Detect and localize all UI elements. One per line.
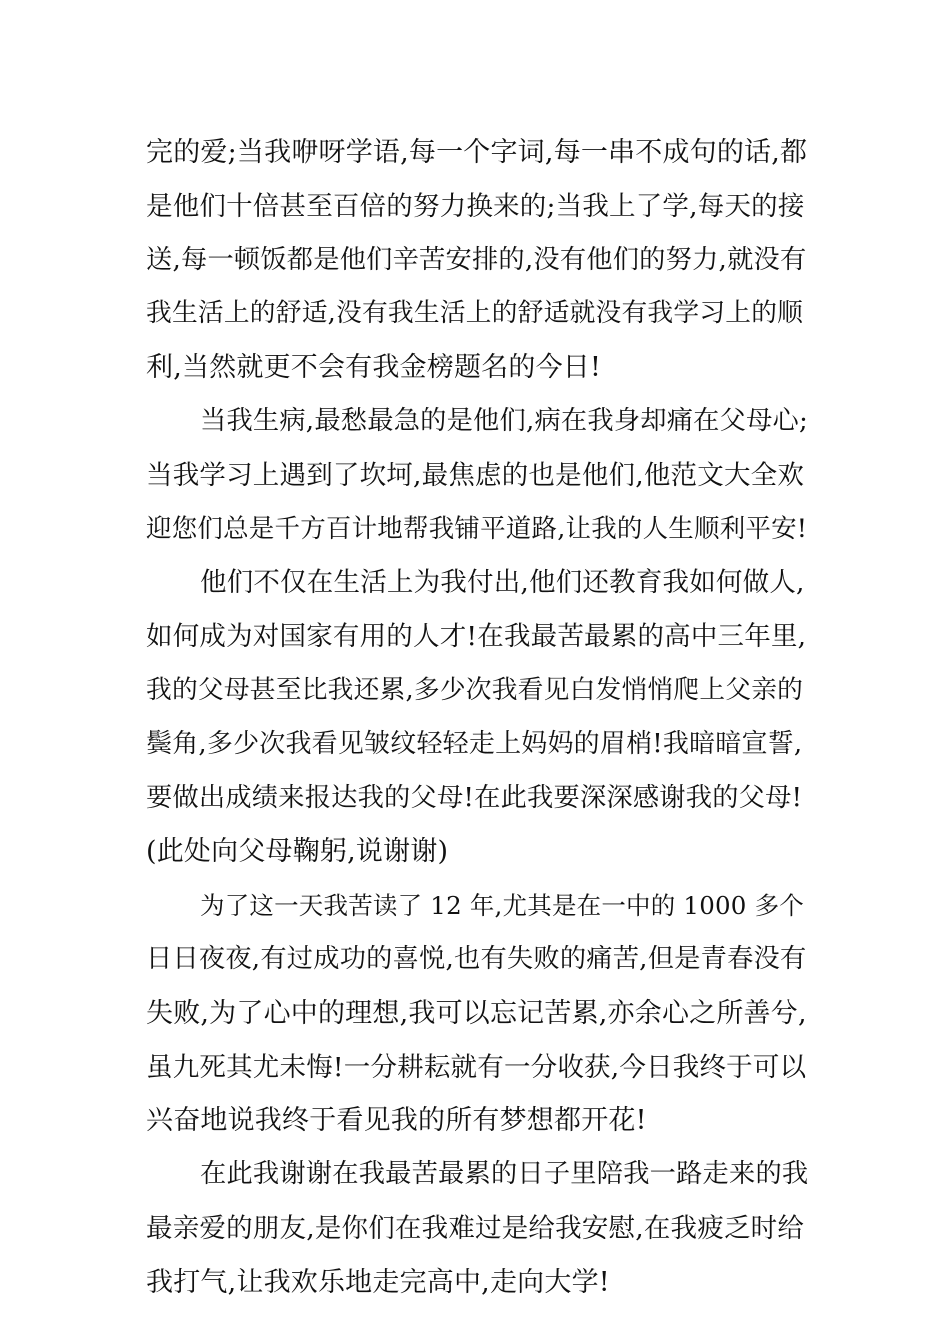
text-line: 要做出成绩来报达我的父母!在此我要深深感谢我的父母! [146,782,803,813]
text-line: 迎您们总是千方百计地帮我铺平道路,让我的人生顺利平安! [146,513,808,544]
paragraph-first-line: 在此我谢谢在我最苦最累的日子里陪我一路走来的我 [200,1159,809,1190]
text-line: 送,每一顿饭都是他们辛苦安排的,没有他们的努力,就没有 [146,244,807,275]
text-line: 兴奋地说我终于看见我的所有梦想都开花! [146,1105,647,1137]
text-line: 虽九死其尤未悔!一分耕耘就有一分收获,今日我终于可以 [146,1051,807,1083]
text-line: 鬓角,多少次我看见皱纹轻轻走上妈妈的眉梢!我暗暗宣誓, [146,728,803,759]
text-line: (此处向父母鞠躬,说谢谢) [146,836,449,868]
text-line: 我生活上的舒适,没有我生活上的舒适就没有我学习上的顺 [146,298,804,329]
text-line: 当我学习上遇到了坎坷,最焦虑的也是他们,他范文大全欢 [146,459,805,491]
body-text [146,126,808,1310]
text-line: 失败,为了心中的理想,我可以忘记苦累,亦余心之所善兮, [146,997,807,1029]
text-line: 我的父母甚至比我还累,多少次我看见白发悄悄爬上父亲的 [146,674,804,705]
text-line: 我打气,让我欢乐地走完高中,走向大学! [146,1266,610,1298]
text-line: 日日夜夜,有过成功的喜悦,也有失败的痛苦,但是青春没有 [146,943,807,974]
text-line: 完的爱;当我咿呀学语,每一个字词,每一串不成句的话,都 [146,137,808,168]
text-line: 是他们十倍甚至百倍的努力换来的;当我上了学,每天的接 [146,190,805,222]
paragraph-first-line: 他们不仅在生活上为我付出,他们还教育我如何做人, [200,567,805,599]
text-line: 最亲爱的朋友,是你们在我难过是给我安慰,在我疲乏时给 [146,1212,805,1244]
paragraph-first-line: 当我生病,最愁最急的是他们,病在我身却痛在父母心; [200,405,809,436]
text-line: 利,当然就更不会有我金榜题名的今日! [146,352,602,384]
text-line: 如何成为对国家有用的人才!在我最苦最累的高中三年里, [146,621,807,653]
paragraph-first-line: 为了这一天我苦读了 12 年,尤其是在一中的 1000 多个 [200,891,804,921]
